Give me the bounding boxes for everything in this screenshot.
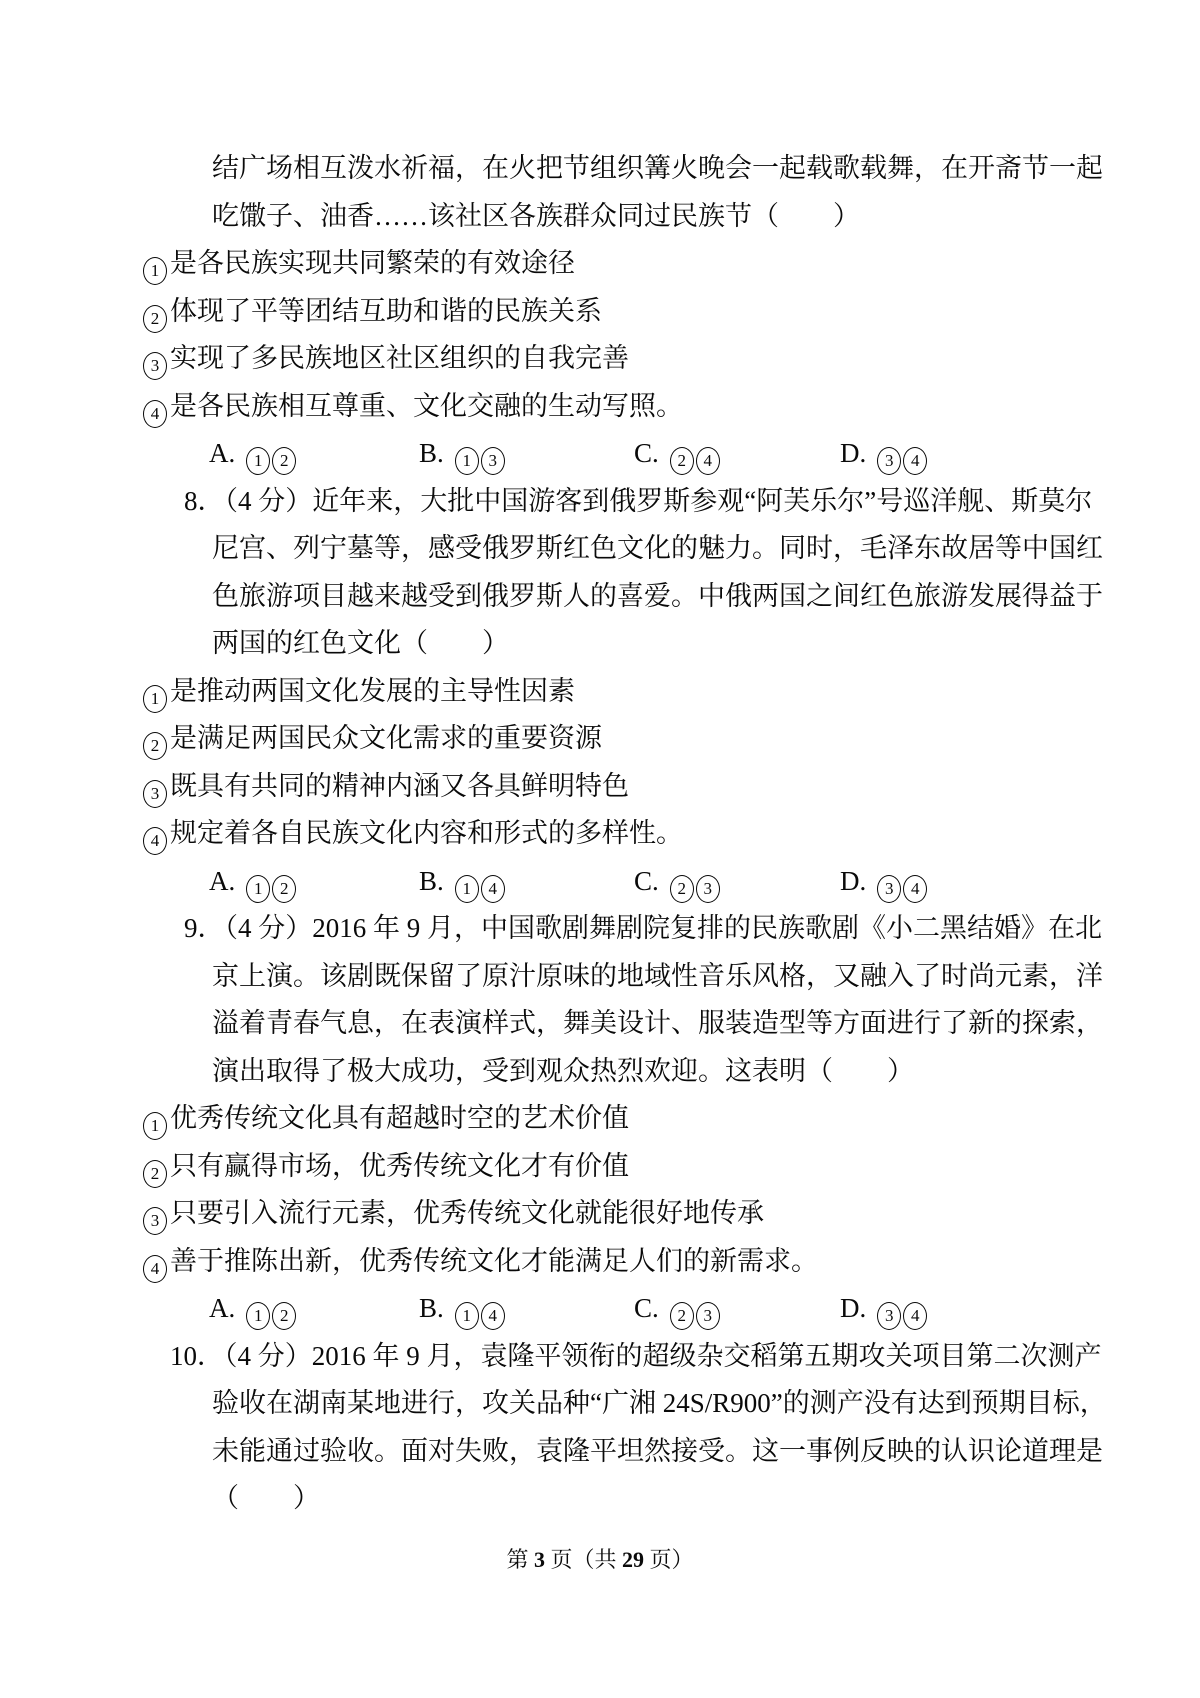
circled-number: 1 — [246, 1302, 270, 1330]
statement-text: 规定着各自民族文化内容和形式的多样性。 — [170, 818, 683, 848]
circled-number: 2 — [143, 732, 167, 760]
text-line: 色旅游项目越来越受到俄罗斯人的喜爱。中俄两国之间红色旅游发展得益于 — [212, 580, 1103, 611]
statement-item — [143, 668, 1057, 716]
circled-number: 1 — [455, 1302, 479, 1330]
statement-item — [143, 383, 1057, 431]
option-letter: B. — [419, 865, 444, 896]
circled-number: 2 — [670, 875, 694, 903]
option-b — [419, 1285, 507, 1333]
text-line: 吃馓子、油香……该社区各族群众同过民族节（ ） — [212, 200, 860, 231]
circled-number: 1 — [455, 875, 479, 903]
circled-number: 2 — [670, 1302, 694, 1330]
option-d — [840, 430, 929, 478]
option-a — [209, 430, 298, 478]
question-first-line: 10．（4 分）2016 年 9 月，袁隆平领衔的超级杂交稻第五期攻关项目第二次测产 — [170, 1340, 1102, 1371]
circled-number: 2 — [143, 305, 167, 333]
statement-text: 是各民族实现共同繁荣的有效途径 — [170, 248, 575, 278]
question-9 — [143, 905, 1103, 1333]
statement-text: 优秀传统文化具有超越时空的艺术价值 — [170, 1103, 629, 1133]
statement-item — [143, 810, 1057, 858]
statement-text: 既具有共同的精神内涵又各具鲜明特色 — [170, 770, 629, 801]
option-letter: A. — [209, 1293, 236, 1323]
circled-number: 2 — [272, 1302, 296, 1330]
option-letter: A. — [209, 865, 236, 896]
text-line: 尼宫、列宁墓等，感受俄罗斯红色文化的魅力。同时，毛泽东故居等中国红 — [212, 533, 1103, 563]
circled-number: 3 — [143, 352, 167, 380]
question-first-line: 8．（4 分）近年来，大批中国游客到俄罗斯参观“阿芙乐尔”号巡洋舰、斯莫尔 — [184, 485, 1093, 516]
circled-number: 4 — [903, 875, 927, 903]
circled-number: 4 — [903, 447, 927, 475]
circled-number: 3 — [143, 780, 167, 808]
option-a — [209, 1285, 298, 1333]
circled-number: 3 — [696, 1302, 720, 1330]
question-7-continuation — [143, 145, 1103, 478]
option-c — [634, 430, 722, 478]
circled-number: 4 — [143, 1255, 167, 1283]
total-pages: 29 — [622, 1547, 644, 1572]
statement-item — [143, 335, 1057, 383]
option-letter: B. — [419, 1293, 444, 1323]
statement-text: 实现了多民族地区社区组织的自我完善 — [170, 343, 629, 373]
circled-number: 4 — [903, 1302, 927, 1330]
statement-text: 是推动两国文化发展的主导性因素 — [170, 675, 575, 706]
question-first-line: 9．（4 分）2016 年 9 月，中国歌剧舞剧院复排的民族歌剧《小二黑结婚》在北 — [184, 913, 1102, 943]
option-letter: A. — [209, 438, 236, 468]
option-letter: D. — [840, 865, 867, 896]
option-d — [840, 858, 929, 906]
page-number: 3 — [533, 1547, 545, 1572]
circled-number: 2 — [143, 1160, 167, 1188]
text-line: 两国的红色文化（ ） — [212, 628, 509, 658]
footer-text: 页（共 — [544, 1547, 622, 1572]
text-line: 结广场相互泼水祈福，在火把节组织篝火晚会一起载歌载舞，在开斋节一起 — [212, 153, 1103, 183]
text-line: 演出取得了极大成功，受到观众热烈欢迎。这表明（ ） — [212, 1055, 914, 1086]
circled-number: 2 — [670, 447, 694, 475]
circled-number: 1 — [246, 875, 270, 903]
statement-text: 是各民族相互尊重、文化交融的生动写照。 — [170, 390, 683, 421]
option-letter: C. — [634, 1293, 659, 1323]
statement-item — [143, 763, 1057, 811]
options-row — [143, 1285, 1057, 1333]
options-row — [143, 858, 1057, 906]
option-d — [840, 1285, 929, 1333]
question-8 — [143, 478, 1103, 906]
circled-number: 3 — [696, 875, 720, 903]
circled-number: 1 — [143, 1112, 167, 1140]
text-line: 京上演。该剧既保留了原汁原味的地域性音乐风格，又融入了时尚元素，洋 — [212, 960, 1103, 991]
answer-blank-line: （ ） — [212, 1483, 320, 1513]
circled-number: 1 — [246, 447, 270, 475]
statement-item — [143, 1095, 1057, 1143]
exam-body — [143, 145, 1107, 1523]
circled-number: 3 — [877, 875, 901, 903]
option-a — [209, 858, 298, 906]
statement-item — [143, 1238, 1057, 1286]
page-footer — [0, 1545, 1200, 1575]
statement-item — [143, 288, 1057, 336]
circled-number: 2 — [272, 447, 296, 475]
circled-number: 3 — [877, 447, 901, 475]
statement-text: 只有赢得市场，优秀传统文化才有价值 — [170, 1150, 629, 1181]
statement-text: 是满足两国民众文化需求的重要资源 — [170, 723, 602, 753]
option-c — [634, 1285, 722, 1333]
statement-item — [143, 715, 1057, 763]
statement-text: 体现了平等团结互助和谐的民族关系 — [170, 295, 602, 326]
statement-item — [143, 240, 1057, 288]
footer-text: 页） — [644, 1547, 694, 1572]
question-10 — [143, 1333, 1107, 1523]
circled-number: 4 — [143, 400, 167, 428]
statement-item — [143, 1190, 1057, 1238]
statement-text: 善于推陈出新，优秀传统文化才能满足人们的新需求。 — [170, 1245, 818, 1276]
circled-number: 2 — [272, 875, 296, 903]
option-b — [419, 858, 507, 906]
circled-number: 3 — [877, 1302, 901, 1330]
circled-number: 4 — [696, 447, 720, 475]
statement-item — [143, 1143, 1057, 1191]
option-letter: C. — [634, 438, 659, 468]
text-line: 溢着青春气息，在表演样式，舞美设计、服装造型等方面进行了新的探索， — [212, 1008, 1103, 1038]
circled-number: 3 — [481, 447, 505, 475]
option-letter: D. — [840, 438, 867, 468]
statement-text: 只要引入流行元素，优秀传统文化就能很好地传承 — [170, 1198, 764, 1228]
circled-number: 1 — [455, 447, 479, 475]
footer-text: 第 — [506, 1547, 534, 1572]
option-b — [419, 430, 507, 478]
circled-number: 1 — [143, 685, 167, 713]
options-row — [143, 430, 1057, 478]
option-c — [634, 858, 722, 906]
option-letter: D. — [840, 1293, 867, 1323]
circled-number: 4 — [481, 875, 505, 903]
circled-number: 4 — [481, 1302, 505, 1330]
option-letter: B. — [419, 438, 444, 468]
option-letter: C. — [634, 865, 659, 896]
text-line: 验收在湖南某地进行，攻关品种“广湘 24S/R900”的测产没有达到预期目标， — [212, 1388, 1107, 1418]
circled-number: 4 — [143, 827, 167, 855]
circled-number: 1 — [143, 257, 167, 285]
circled-number: 3 — [143, 1207, 167, 1235]
text-line: 未能通过验收。面对失败，袁隆平坦然接受。这一事例反映的认识论道理是 — [212, 1435, 1103, 1466]
